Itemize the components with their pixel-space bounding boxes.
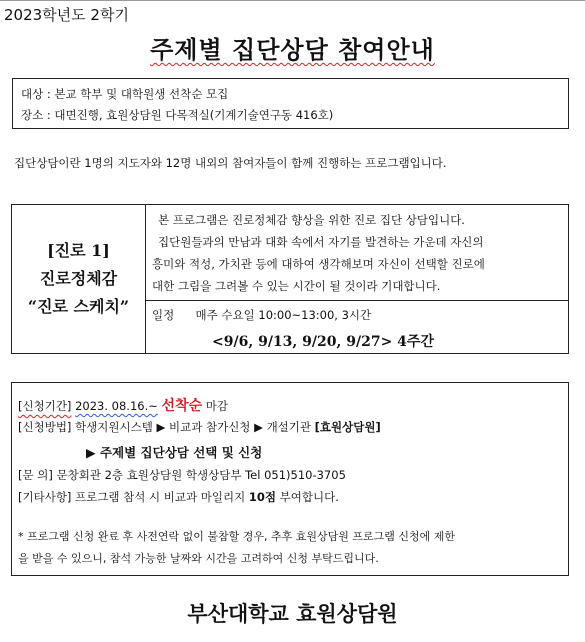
inquiry-text: 문창회관 2층 효원상담원 학생상담부 Tel 051)510-3705 [56, 468, 346, 482]
footer-org-name: 부산대학교 효원상담원 [187, 601, 398, 626]
desc-line-1: 본 프로그램은 진로정체감 향상을 위한 진로 집단 상담입니다. [158, 213, 465, 227]
inquiry-row [18, 467, 346, 483]
period-date: 2023. 08.16.~ [75, 399, 158, 413]
program-box [11, 204, 569, 354]
notice-line-2: 을 받을 수 있으니, 참석 가능한 날짜와 시간을 고려하여 신청 부탁드립니다. [18, 552, 379, 565]
method-line2: ▶ 주제별 집단상담 선택 및 신청 [86, 445, 263, 460]
period-label: [신청기간] [18, 399, 72, 413]
desc-line-3: 흥미와 적성, 가치관 등에 대하여 생각해보며 자신이 선택할 진로에 [152, 257, 485, 271]
schedule-label: 일정 [152, 308, 175, 322]
application-box [11, 382, 569, 576]
notice-line-1: * 프로그램 신청 완료 후 사전연락 없이 불참할 경우, 추후 효원상담원 프로그램 신청에 제한 [18, 530, 455, 543]
program-title-line2: 진로정체감 [39, 269, 118, 288]
place-line: 장소 : 대면진행, 효원상담원 다목적실(기계기술연구동 416호) [21, 108, 334, 122]
misc-text-2: 부여합니다. [279, 490, 339, 504]
program-title-line1: [진로 1] [47, 241, 110, 260]
program-title-line3: “진로 스케치” [27, 297, 130, 316]
program-description [152, 209, 562, 297]
semester-label: 2023학년도 2학기 [4, 6, 129, 24]
period-first-come: 선착순 [161, 398, 203, 414]
method-row [18, 419, 381, 435]
misc-row [18, 489, 339, 505]
page-title: 주제별 집단상담 참여안내 [150, 35, 435, 64]
misc-bold: 10점 [248, 490, 277, 504]
schedule-dates: <9/6, 9/13, 9/20, 9/27> 4주간 [212, 334, 434, 350]
desc-line-2: 집단원들과의 만남과 대화 속에서 자기를 발견하는 가운데 자신의 [158, 235, 484, 249]
top-rule [0, 0, 585, 1]
inquiry-label: [문 의] [18, 468, 53, 482]
target-line: 대상 : 본교 학부 및 대학원생 선착순 모집 [21, 87, 229, 101]
method-label: [신청방법] [18, 420, 72, 434]
schedule-divider [146, 300, 568, 301]
method-org: [효원상담원] [314, 420, 381, 434]
method-text: 학생지원시스템 ▶ 비교과 참가신청 ▶ 개설기관 [75, 420, 312, 434]
program-title-cell [12, 205, 146, 353]
target-info-box [12, 78, 569, 129]
period-end: 마감 [205, 399, 228, 413]
misc-text-1: 프로그램 참석 시 비교과 마일리지 [75, 490, 246, 504]
schedule-text: 매주 수요일 10:00~13:00, 3시간 [195, 308, 372, 322]
misc-label: [기타사항] [18, 490, 72, 504]
desc-line-4: 대한 그림을 그려볼 수 있는 시간이 될 것이라 기대합니다. [152, 279, 441, 293]
period-row [18, 395, 228, 415]
intro-text: 집단상담이란 1명의 지도자와 12명 내외의 참여자들이 함께 진행하는 프로그램입니다. [14, 156, 447, 170]
schedule-row [152, 307, 371, 323]
